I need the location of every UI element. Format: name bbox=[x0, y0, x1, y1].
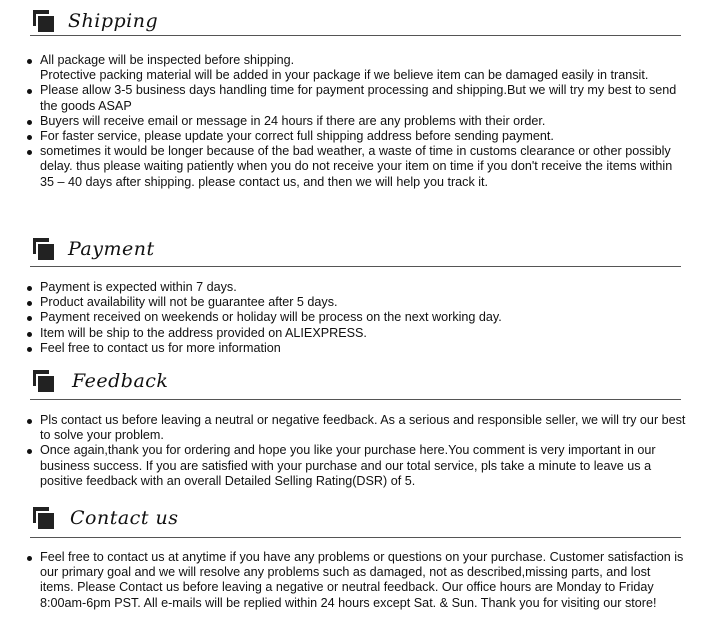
list-item: Item will be ship to the address provided on ALIEXPRESS. bbox=[27, 326, 687, 341]
list-item: Payment is expected within 7 days. bbox=[27, 280, 687, 295]
list-item: Please allow 3-5 business days handling time for payment processing and shipping.But we will try my best to send the goods ASAP bbox=[27, 83, 687, 113]
list-item: Once again,thank you for ordering and hope you like your purchase here.You comment is very important in our business success. If you are satisfied with your purchase and our total service, pls take a minute to leave us a positive feedback with an overall Detailed Selling Rating(DSR) of 5. bbox=[27, 443, 687, 489]
shipping-section bbox=[0, 10, 709, 189]
section-square-icon bbox=[38, 376, 54, 392]
feedback-header bbox=[0, 370, 709, 404]
divider bbox=[30, 399, 681, 400]
section-square-icon bbox=[38, 244, 54, 260]
contact-header bbox=[0, 507, 709, 541]
contact-title: Contact us bbox=[70, 507, 179, 529]
payment-title: Payment bbox=[68, 238, 155, 260]
list-item: Product availability will not be guarantee after 5 days. bbox=[27, 295, 687, 310]
list-item: Feel free to contact us for more information bbox=[27, 341, 687, 356]
divider bbox=[30, 537, 681, 538]
divider bbox=[30, 35, 681, 36]
list-item: Payment received on weekends or holiday will be process on the next working day. bbox=[27, 310, 687, 325]
shipping-header bbox=[0, 10, 709, 44]
list-item: For faster service, please update your correct full shipping address before sending payment. bbox=[27, 129, 687, 144]
feedback-title: Feedback bbox=[72, 370, 169, 392]
divider bbox=[30, 266, 681, 267]
section-square-icon bbox=[38, 16, 54, 32]
list-item: Buyers will receive email or message in 24 hours if there are any problems with their order. bbox=[27, 114, 687, 129]
payment-section bbox=[0, 238, 709, 355]
payment-header bbox=[0, 238, 709, 272]
feedback-section bbox=[0, 370, 709, 488]
contact-list bbox=[27, 550, 687, 611]
section-square-icon bbox=[38, 513, 54, 529]
contact-section bbox=[0, 507, 709, 610]
list-item: Pls contact us before leaving a neutral or negative feedback. As a serious and responsible seller, we will try our best to solve your problem. bbox=[27, 413, 687, 443]
shipping-list bbox=[27, 53, 687, 190]
list-item: All package will be inspected before shipping. Protective packing material will be added in your package if we believe item can be damaged easily in transit. bbox=[27, 53, 687, 83]
payment-list bbox=[27, 280, 687, 356]
list-item: Feel free to contact us at anytime if you have any problems or questions on your purchase. Customer satisfaction is our primary goal and we will resolve any problems such as damaged, not as described,missing parts, and lost items. Please Contact us before leaving a negative or neutral feedback. Our office hours are Monday to Friday 8:00am-6pm PST. All e-mails will be replied within 24 hours except Sat. & Sun. Thank you for visiting our store! bbox=[27, 550, 687, 611]
feedback-list bbox=[27, 413, 687, 489]
list-item: sometimes it would be longer because of the bad weather, a waste of time in customs clearance or other possibly delay. thus please waiting patiently when you do not receive your item on time if you don't receive the items within 35 – 40 days after shipping. please contact us, and then we will help you track it. bbox=[27, 144, 687, 190]
shipping-title: Shipping bbox=[68, 10, 159, 32]
